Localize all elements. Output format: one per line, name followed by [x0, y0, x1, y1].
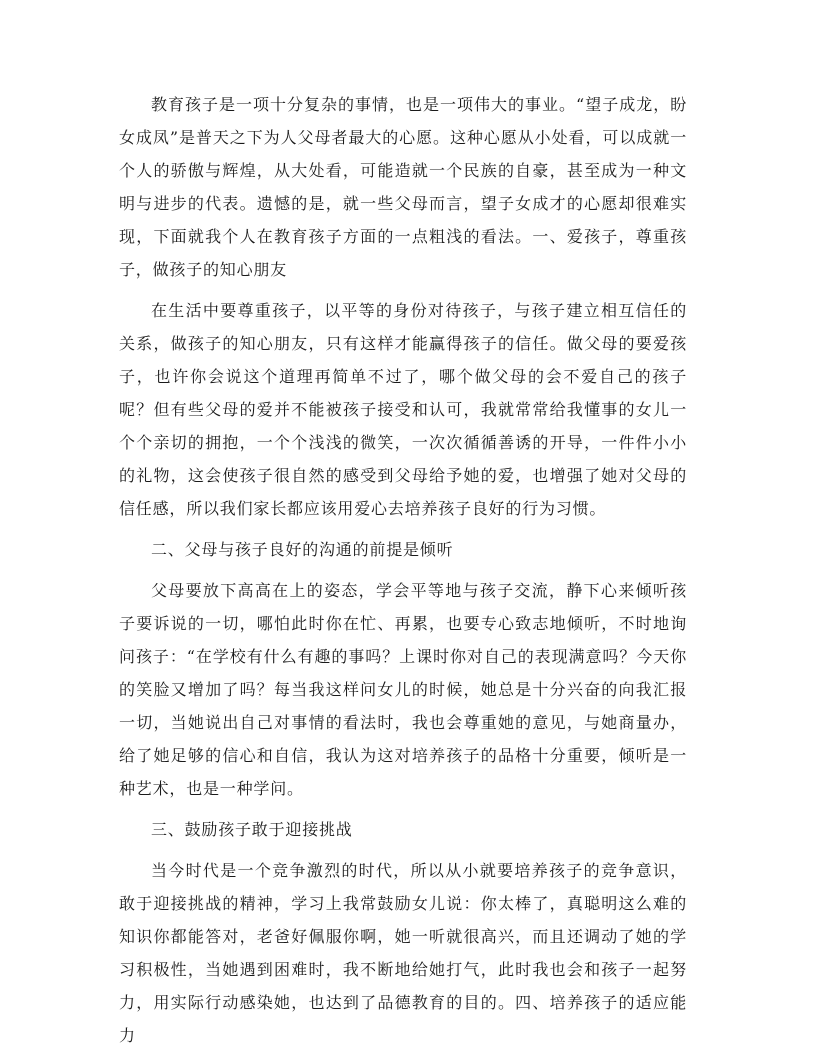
paragraph-intro: 教育孩子是一项十分复杂的事情，也是一项伟大的事业。“望子成龙，盼女成凤”是普天之下为人父母者最大的心愿。这种心愿从小处看，可以成就一个人的骄傲与辉煌，从大处看，可能造就一个民族的自豪，甚至成为一种文明与进步的代表。遗憾的是，就一些父母而言，望子女成才的心愿却很难实现，下面就我个人在教育孩子方面的一点粗浅的看法。一、爱孩子，尊重孩子，做孩子的知心朋友 [119, 95, 687, 279]
paragraph-respect: 在生活中要尊重孩子，以平等的身份对待孩子，与孩子建立相互信任的关系，做孩子的知心朋友，只有这样才能赢得孩子的信任。做父母的要爱孩子，也许你会说这个道理再简单不过了，哪个做父母的会不爱自己的孩子呢？但有些父母的爱并不能被孩子接受和认可，我就常常给我懂事的女儿一个个亲切的拥抱，一个个浅浅的微笑，一次次循循善诱的开导，一件件小小的礼物，这会使孩子很自然的感受到父母给予她的爱，也增强了她对父母的信任感，所以我们家长都应该用爱心去培养孩子良好的行为习惯。 [119, 301, 687, 518]
section-heading-challenge: 三、鼓励孩子敢于迎接挑战 [151, 820, 353, 839]
paragraph-challenge: 当今时代是一个竞争激烈的时代，所以从小就要培养孩子的竞争意识，敢于迎接挑战的精神，学习上我常鼓励女儿说：你太棒了，真聪明这么难的知识你都能答对，老爸好佩服你啊，她一听就很高兴，而且还调动了她的学习积极性，当她遇到困难时，我不断地给她打气，此时我也会和孩子一起努力，用实际行动感染她，也达到了品德教育的目的。四、培养孩子的适应能力 [119, 861, 687, 1045]
section-heading-listening: 二、父母与孩子良好的沟通的前提是倾听 [151, 540, 454, 559]
document-body [119, 88, 687, 1060]
paragraph-listening: 父母要放下高高在上的姿态，学会平等地与孩子交流，静下心来倾听孩子要诉说的一切，哪怕此时你在忙、再累，也要专心致志地倾听，不时地询问孩子：“在学校有什么有趣的事吗？上课时你对自己的表现满意吗？今天你的笑脸又增加了吗？每当我这样问女儿的时候，她总是十分兴奋的向我汇报一切，当她说出自己对事情的看法时，我也会尊重她的意见，与她商量办，给了她足够的信心和自信，我认为这对培养孩子的品格十分重要，倾听是一种艺术，也是一种学问。 [119, 581, 687, 798]
